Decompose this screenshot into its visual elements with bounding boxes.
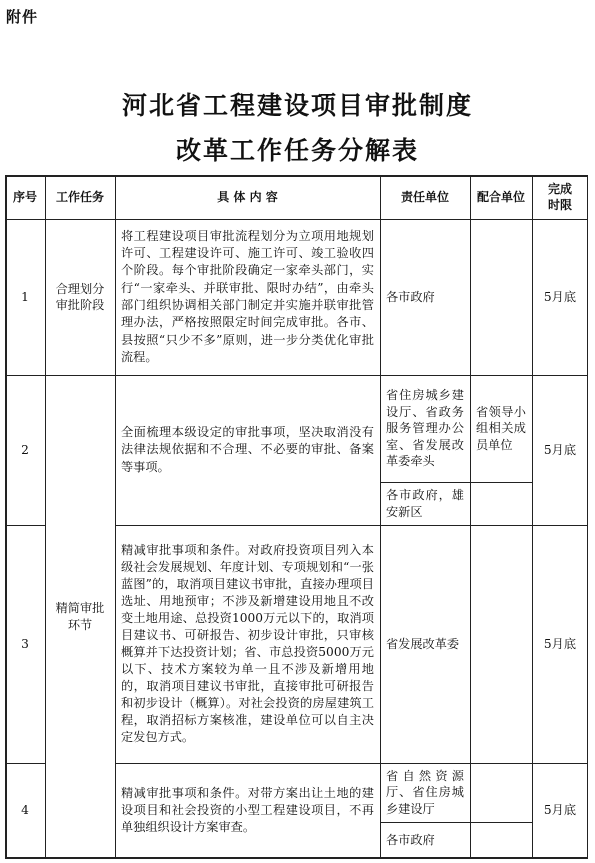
row2-responsible-local: 各市政府，雄安新区 [386,488,464,519]
header-responsible: 责任单位 [400,189,449,204]
row1-content: 将工程建设项目审批流程划分为立项用地规划许可、工程建设许可、施工许可、竣工验收四个阶段。每个审批阶段确定一家牵头部门，实行“一家牵头、并联审批、限时办结”，由牵头部门组织协调相关部门制定并实施并联审批管理办法，严格按照限定时间完成审批。各市、县按照“只少不多”原则，进一步分类优化审批流程。 [121,228,374,364]
row3-content: 精减审批事项和条件。对政府投资项目列入本级社会发展规划、年度计划、专项规划和“一张蓝图”的，取消项目建议书审批，直接办理项目选址、用地预审；不涉及新增建设用地且不改变土地用途、总投资1000万元以下的，取消项目建议书、可研报告、初步设计审批，只审核概算并下达投资计划；省、市总投资5000万元以下、技术方案较为单一且不涉及新增用地的，取消项目建议书审批，直接审批可研报告和初步设计（概算）。对社会投资的房屋建筑工程，取消招标方案核准，建设单位可以自主决定发包方式。 [121,542,374,745]
row4-responsible-local: 各市政府 [386,832,435,847]
header-task: 工作任务 [55,189,104,204]
row4-seq: 4 [21,803,29,818]
row2-responsible-lead: 省住房城乡建设厅、省政务服务管理办公室、省发展改革委牵头 [386,388,464,469]
task-table [5,175,588,858]
row3-seq: 3 [21,636,29,651]
header-cooperate: 配合单位 [476,189,525,204]
row2-content: 全面梳理本级设定的审批事项，坚决取消没有法律法规依据和不合理、不必要的审批、备案等事项。 [121,425,374,474]
row2-deadline: 5月底 [543,442,577,457]
merged-task-streamline: 精简审批环节 [55,601,105,632]
row1-task: 合理划分审批阶段 [55,281,105,312]
header-content: 具 体 内 容 [217,189,278,204]
header-deadline: 完成时限 [547,181,572,212]
row4-deadline: 5月底 [543,803,577,818]
row1-deadline: 5月底 [543,289,577,304]
row2-seq: 2 [21,442,29,457]
row4-content: 精减审批事项和条件。对带方案出让土地的建设项目和社会投资的小型工程建设项目，不再单独组织设计方案审查。 [121,785,374,835]
page-title-line2: 改革工作任务分解表 [175,136,419,165]
page-title-line1: 河北省工程建设项目审批制度 [121,91,473,120]
row2-cooperate: 省领导小组相关成员单位 [476,404,526,452]
row1-seq: 1 [21,289,29,304]
row1-responsible: 各市政府 [386,289,435,304]
header-seq: 序号 [12,189,37,204]
col-divider [470,175,471,858]
row3-deadline: 5月底 [543,636,577,651]
row4-responsible-lead: 省自然资源厅、省住房城乡建设厅 [386,768,464,816]
row3-responsible: 省发展改革委 [386,636,460,651]
attachment-label: 附件 [6,8,39,26]
